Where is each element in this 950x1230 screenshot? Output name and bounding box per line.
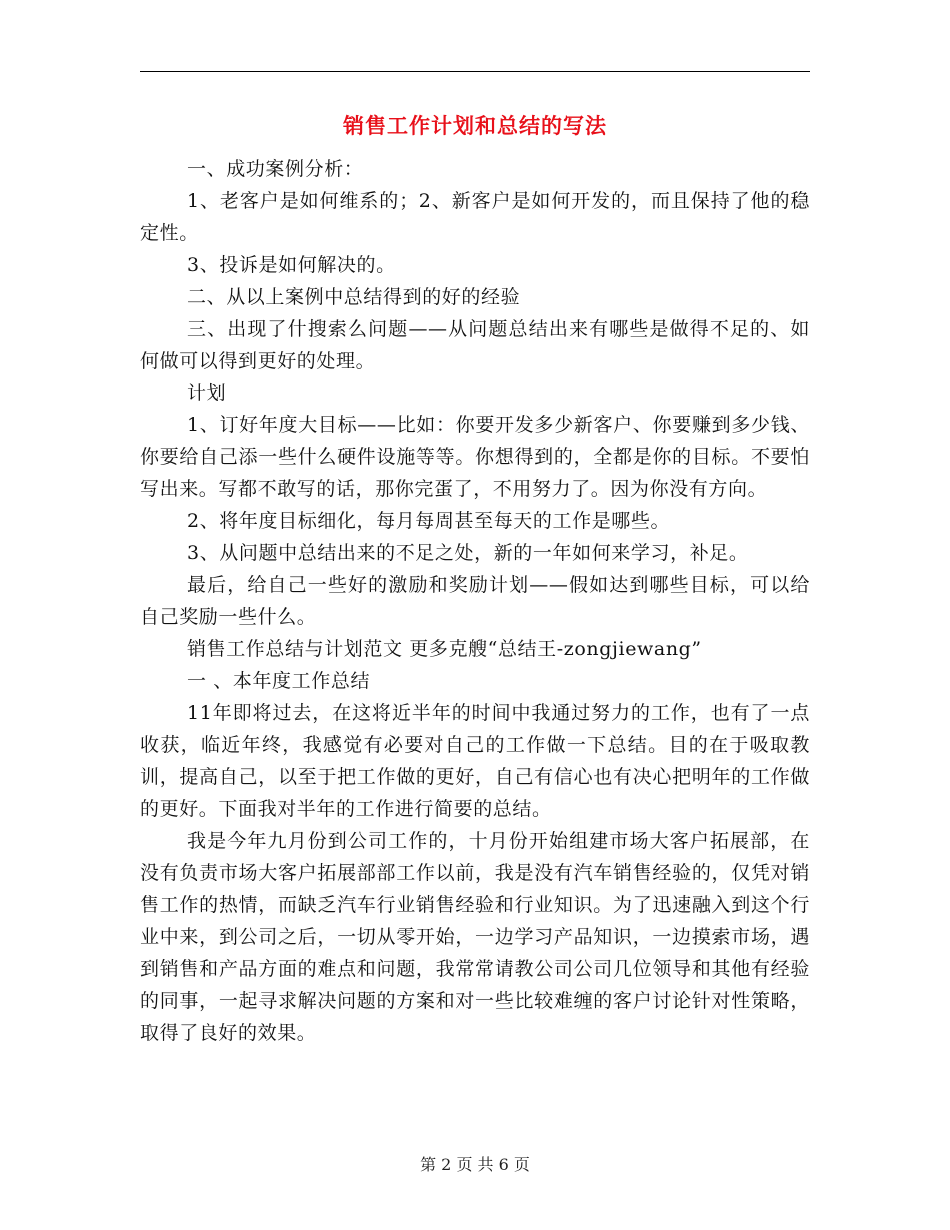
header-rule [140, 71, 810, 72]
page-footer: 第 2 页 共 6 页 [420, 1155, 530, 1174]
paragraph: 2、将年度目标细化，每月每周甚至每天的工作是哪些。 [187, 510, 671, 532]
paragraph: 1、订好年度大目标——比如：你要开发多少新客户、你要赚到多少钱、你要给自己添一些什么硬件设施等等。你想得到的，全都是你的目标。不要怕写出来。写都不敢写的话，那你完蛋了，不用努力了。因为你没有方向。 [140, 414, 810, 500]
paragraph: 最后，给自己一些好的激励和奖励计划——假如达到哪些目标，可以给自己奖励一些什么。 [140, 574, 810, 628]
paragraph: 二、从以上案例中总结得到的好的经验 [187, 286, 521, 308]
paragraph: 3、从问题中总结出来的不足之处，新的一年如何来学习，补足。 [187, 542, 749, 564]
paragraph: 计划 [187, 382, 227, 404]
paragraph: 3、投诉是如何解决的。 [187, 254, 396, 276]
paragraph: 1、老客户是如何维系的；2、新客户是如何开发的，而且保持了他的稳定性。 [140, 190, 810, 244]
document-title: 销售工作计划和总结的写法 [343, 114, 607, 138]
paragraph: 销售工作总结与计划范文 更多克艘“总结王-zongjiewang” [187, 638, 702, 660]
document-body [140, 153, 810, 1049]
paragraph: 三、出现了什搜索么问题——从问题总结出来有哪些是做得不足的、如何做可以得到更好的处理。 [140, 318, 810, 372]
paragraph: 一 、本年度工作总结 [187, 670, 371, 692]
paragraph: 一、成功案例分析： [187, 158, 364, 180]
paragraph: 我是今年九月份到公司工作的，十月份开始组建市场大客户拓展部，在没有负责市场大客户拓展部部工作以前，我是没有汽车销售经验的，仅凭对销售工作的热情，而缺乏汽车行业销售经验和行业知识。为了迅速融入到这个行业中来，到公司之后，一切从零开始，一边学习产品知识，一边摸索市场，遇到销售和产品方面的难点和问题，我常常请教公司公司几位领导和其他有经验的同事，一起寻求解决问题的方案和对一些比较难缠的客户讨论针对性策略，取得了良好的效果。 [140, 830, 810, 1044]
paragraph: 11年即将过去，在这将近半年的时间中我通过努力的工作，也有了一点收获，临近年终，我感觉有必要对自己的工作做一下总结。目的在于吸取教训，提高自己，以至于把工作做的更好，自己有信心也有决心把明年的工作做的更好。下面我对半年的工作进行简要的总结。 [140, 702, 810, 820]
